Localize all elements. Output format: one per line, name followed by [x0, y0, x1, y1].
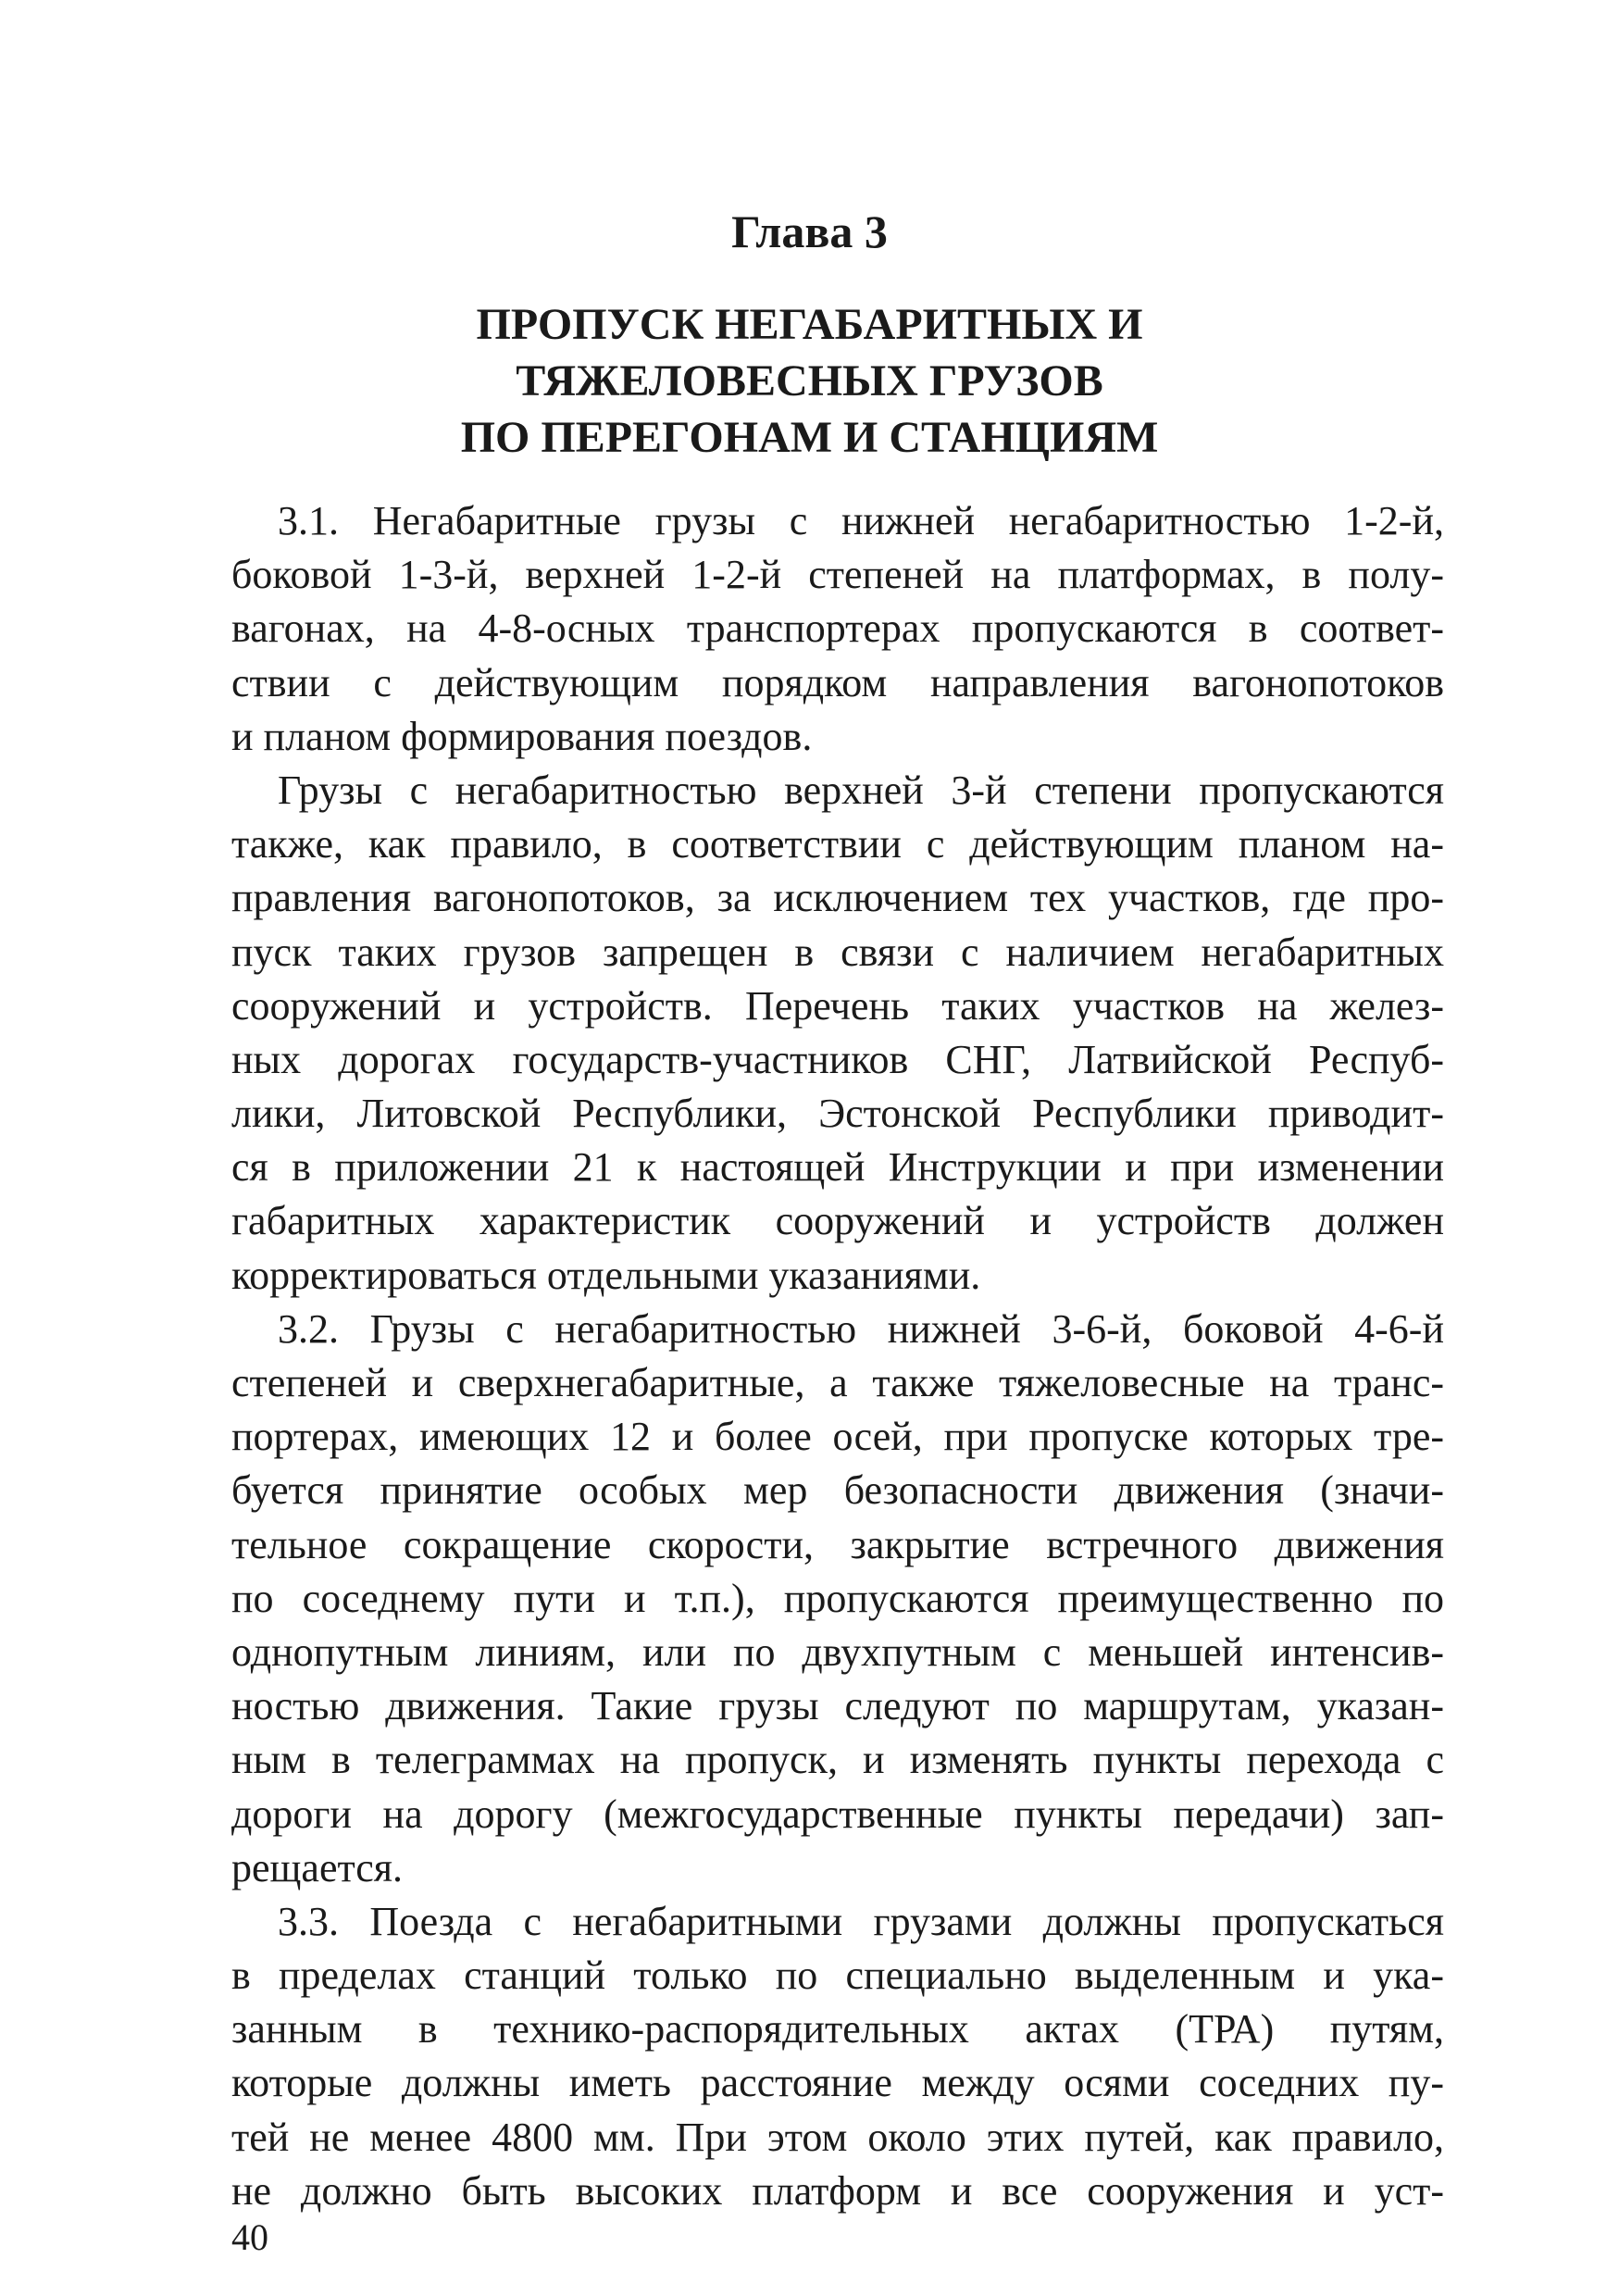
text-line: которые должны иметь расстояние между осями соседних пу-: [231, 2060, 1444, 2106]
text-line: ных дорогах государств-участников СНГ, Латвийской Респуб-: [231, 1036, 1444, 1082]
text-line: 3.1. Негабаритные грузы с нижней негабаритностью 1-2-й,: [278, 498, 1444, 543]
heading-line: ПРОПУСК НЕГАБАРИТНЫХ И: [476, 300, 1143, 349]
text-line: занным в технико-распорядительных актах (ТРА) путям,: [231, 2006, 1444, 2053]
text-line: портерах, имеющих 12 и более осей, при пропуске которых тре-: [231, 1414, 1444, 1460]
page-number: 40: [231, 2216, 268, 2258]
text-line: ным в телеграммах на пропуск, и изменять пункты перехода с: [231, 1737, 1444, 1783]
text-line: дороги на дорогу (межгосударственные пункты передачи) зап-: [231, 1791, 1444, 1837]
text-line: тей не менее 4800 мм. При этом около этих путей, как правило,: [231, 2114, 1444, 2160]
text-line: сооружений и устройств. Перечень таких участков на желез-: [231, 982, 1444, 1029]
text-line: ствии с действующим порядком направления вагонопотоков: [231, 659, 1444, 705]
heading-line: ТЯЖЕЛОВЕСНЫХ ГРУЗОВ: [516, 356, 1103, 406]
text-line: степеней и сверхнегабаритные, а также тяжеловесные на транс-: [231, 1360, 1444, 1405]
text-line: корректироваться отдельными указаниями.: [231, 1252, 981, 1298]
chapter-title: Глава 3: [731, 206, 888, 257]
text-line: 3.2. Грузы с негабаритностью нижней 3-6-й, боковой 4-6-й: [278, 1305, 1444, 1352]
text-line: правления вагонопотоков, за исключением тех участков, где про-: [231, 875, 1444, 921]
text-line: вагонах, на 4-8-осных транспортерах пропускаются в соответ-: [231, 605, 1444, 652]
text-line: 3.3. Поезда с негабаритными грузами должны пропускаться: [278, 1898, 1444, 1944]
text-line: рещается.: [231, 1844, 404, 1890]
text-line: по соседнему пути и т.п.), пропускаются преимущественно по: [231, 1575, 1444, 1621]
text-line: ся в приложении 21 к настоящей Инструкции и при изменении: [231, 1144, 1444, 1191]
text-line: буется принятие особых мер безопасности движения (значи-: [231, 1467, 1444, 1514]
text-line: Грузы с негабаритностью верхней 3-й степени пропускаются: [278, 767, 1444, 813]
text-line: не должно быть высоких платформ и все сооружения и уст-: [231, 2167, 1444, 2214]
text-line: габаритных характеристик сооружений и устройств должен: [231, 1198, 1444, 1244]
body-text: [231, 494, 1444, 2218]
text-line: лики, Литовской Республики, Эстонской Республики приводит-: [231, 1091, 1444, 1137]
text-line: однопутным линиям, или по двухпутным с меньшей интенсив-: [231, 1628, 1444, 1675]
text-line: тельное сокращение скорости, закрытие встречного движения: [231, 1521, 1444, 1567]
text-line: также, как правило, в соответствии с действующим планом на-: [231, 821, 1444, 867]
text-line: боковой 1-3-й, верхней 1-2-й степеней на платформах, в полу-: [231, 552, 1444, 598]
text-line: ностью движения. Такие грузы следуют по маршрутам, указан-: [231, 1683, 1444, 1729]
text-line: и планом формирования поездов.: [231, 713, 813, 759]
text-line: в пределах станций только по специально выделенным и ука-: [231, 1953, 1444, 1999]
heading-line: ПО ПЕРЕГОНАМ И СТАНЦИЯМ: [460, 413, 1159, 462]
section-heading: [0, 296, 1619, 466]
text-line: пуск таких грузов запрещен в связи с наличием негабаритных: [231, 929, 1444, 975]
